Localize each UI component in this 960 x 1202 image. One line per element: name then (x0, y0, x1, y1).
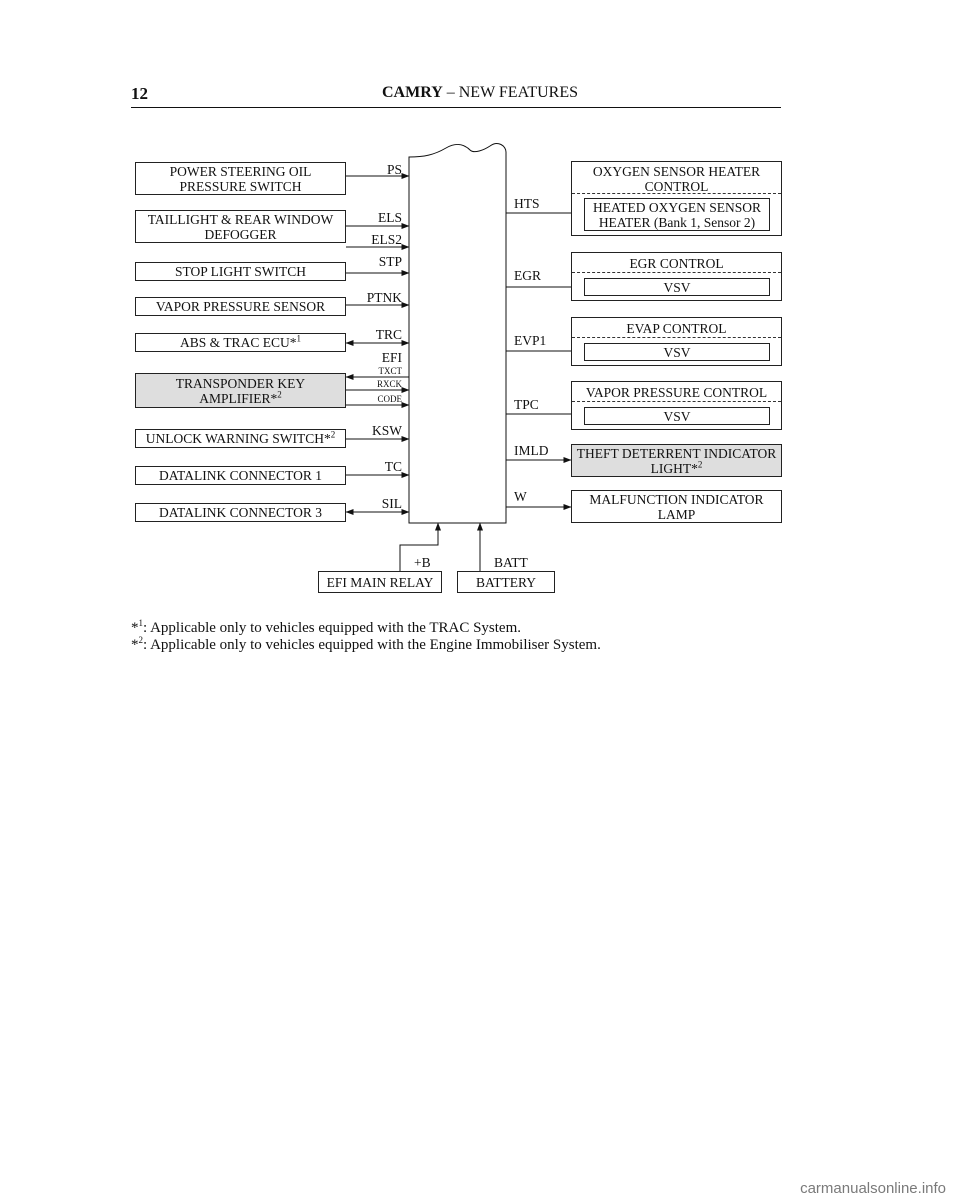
evap-control (571, 317, 782, 366)
efi-main-relay: EFI MAIN RELAY (318, 571, 442, 593)
transponder-key-amplifier (135, 373, 346, 408)
footnote-2-sup: 2 (138, 635, 143, 645)
pso-line1: POWER STEERING OIL (169, 163, 312, 179)
tail-line2: DEFOGGER (204, 226, 277, 242)
hos-line2: HEATER (Bank 1, Sensor 2) (598, 214, 756, 230)
evap-title: EVAP CONTROL (626, 321, 727, 336)
signal-plus-b: +B (414, 555, 431, 570)
power-steering-oil-pressure-switch (135, 162, 346, 195)
uws-line1: UNLOCK WARNING SWITCH* (145, 431, 331, 446)
mil-line2: LAMP (657, 506, 696, 522)
stop-line1: STOP LIGHT SWITCH (174, 264, 306, 279)
vps-line1: VAPOR PRESSURE SENSOR (155, 299, 326, 314)
theft-footnote-mark: 2 (697, 459, 703, 469)
footnote-1-text: : Applicable only to vehicles equipped with the TRAC System. (143, 620, 522, 636)
oxygen-sensor-heater-control (571, 161, 782, 236)
tail-line1: TAILLIGHT & REAR WINDOW (147, 211, 334, 227)
tka-line2: AMPLIFIER* (199, 390, 278, 406)
heated-oxygen-sensor-heater (584, 198, 770, 231)
footnote-2 (131, 636, 601, 654)
signal-ps: PS (386, 162, 402, 177)
signal-evp1: EVP1 (514, 333, 547, 348)
uws-footnote-mark: 2 (330, 429, 336, 440)
vapor-pressure-control (571, 381, 782, 430)
signal-efi: EFI (381, 350, 402, 365)
footnote-1 (131, 619, 521, 637)
ecu-outline (409, 144, 506, 523)
dl3-line1: DATALINK CONNECTOR 3 (159, 505, 322, 520)
footnote-2-mark: * (131, 637, 139, 653)
footnote-2-text: : Applicable only to vehicles equipped with the Engine Immobiliser System. (143, 637, 601, 653)
mil-line1: MALFUNCTION INDICATOR (589, 491, 764, 507)
vapor-divider (572, 401, 781, 402)
footnote-1-sup: 1 (138, 618, 143, 628)
signal-code: CODE (377, 394, 402, 404)
oxygen-title (572, 164, 781, 194)
abs-trac-ecu (135, 333, 346, 352)
oxygen-divider (572, 193, 781, 194)
signal-hts: HTS (514, 196, 540, 211)
datalink-connector-3 (135, 503, 346, 522)
signal-imld: IMLD (514, 443, 549, 458)
signal-txct: TXCT (378, 366, 402, 376)
signal-sil: SIL (381, 496, 402, 511)
signal-stp: STP (378, 254, 402, 269)
signal-batt: BATT (494, 555, 528, 570)
signal-rxck: RXCK (376, 379, 402, 389)
unlock-warning-switch (135, 429, 346, 448)
watermark: carmanualsonline.info (800, 1180, 946, 1197)
signal-w: W (514, 489, 527, 504)
vapor-vsv: VSV (584, 407, 770, 425)
signal-trc: TRC (375, 327, 402, 342)
theft-line1: THEFT DETERRENT INDICATOR (576, 445, 777, 461)
abs-footnote-mark: 1 (296, 333, 301, 344)
signal-tc: TC (384, 459, 402, 474)
vapor-pressure-sensor (135, 297, 346, 316)
egr-divider (572, 272, 781, 273)
page-number: 12 (131, 84, 148, 103)
footnote-1-mark: * (131, 620, 139, 636)
stop-light-switch (135, 262, 346, 281)
oxygen-title-line2: CONTROL (644, 179, 709, 194)
signal-tpc: TPC (514, 397, 539, 412)
evap-vsv: VSV (584, 343, 770, 361)
signal-egr: EGR (514, 268, 541, 283)
egr-control (571, 252, 782, 301)
egr-vsv: VSV (584, 278, 770, 296)
abs-line1: ABS & TRAC ECU* (180, 335, 297, 350)
page-title-model: CAMRY (381, 84, 443, 101)
signal-ksw: KSW (372, 423, 402, 438)
theft-deterrent-indicator-light (571, 444, 782, 477)
evap-divider (572, 337, 781, 338)
oxygen-title-line1: OXYGEN SENSOR HEATER (592, 164, 761, 179)
dl1-line1: DATALINK CONNECTOR 1 (159, 468, 322, 483)
theft-line2: LIGHT* (650, 460, 698, 476)
pso-line2: PRESSURE SWITCH (179, 178, 302, 194)
hos-line1: HEATED OXYGEN SENSOR (593, 199, 761, 215)
malfunction-indicator-lamp (571, 490, 782, 523)
taillight-rear-window-defogger (135, 210, 346, 243)
tka-line1: TRANSPONDER KEY (175, 375, 306, 391)
egr-title: EGR CONTROL (629, 256, 724, 271)
battery: BATTERY (457, 571, 555, 593)
signal-els: ELS (377, 210, 402, 225)
page-title-section: – NEW FEATURES (442, 84, 579, 101)
tka-footnote-mark: 2 (277, 389, 282, 399)
signal-els2: ELS2 (371, 232, 402, 247)
datalink-connector-1 (135, 466, 346, 485)
signal-ptnk: PTNK (366, 290, 402, 305)
vapor-title: VAPOR PRESSURE CONTROL (585, 385, 768, 400)
